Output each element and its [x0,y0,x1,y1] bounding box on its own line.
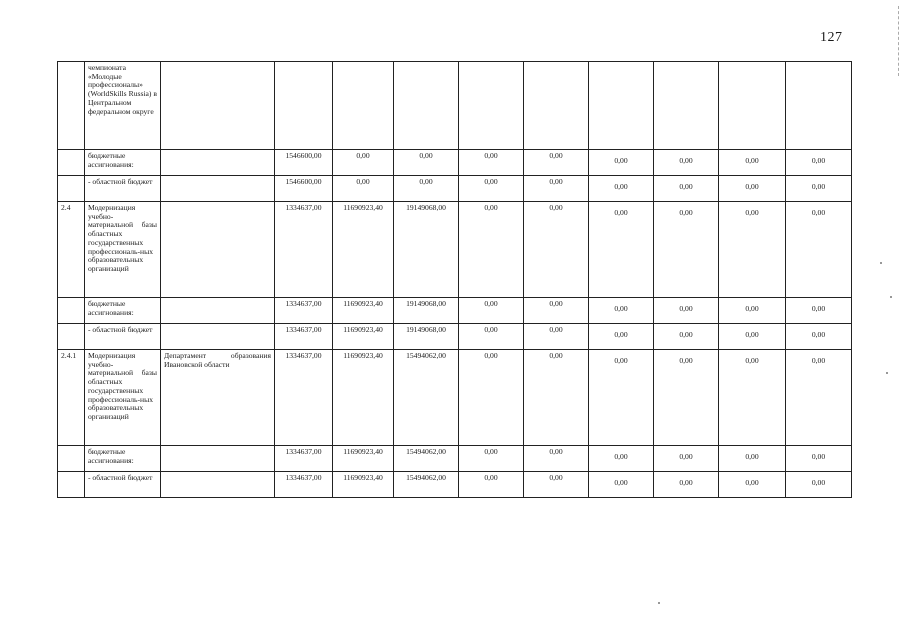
value-cell: 11690923,40 [333,446,394,472]
value-cell: 0,00 [786,202,852,298]
row-executor [161,202,275,298]
value-cell [275,62,333,150]
row-executor [161,472,275,498]
value-cell: 0,00 [589,350,654,446]
value-cell: 0,00 [459,350,524,446]
value-cell: 0,00 [786,176,852,202]
value-cell: 0,00 [654,350,719,446]
table-row [58,176,852,202]
value-cell: 0,00 [654,324,719,350]
row-executor [161,298,275,324]
value-cell: 11690923,40 [333,202,394,298]
row-name: - областной бюджет [85,324,161,350]
value-cell: 0,00 [524,176,589,202]
row-name: чемпионата «Молодые профессионалы» (WorldSkills Russia) в Центральном федеральном округе [85,62,161,150]
value-cell [524,62,589,150]
row-name: бюджетные ассигнования: [85,298,161,324]
value-cell: 0,00 [459,202,524,298]
value-cell: 0,00 [524,446,589,472]
budget-table [57,61,852,498]
value-cell: 0,00 [786,350,852,446]
value-cell [333,62,394,150]
value-cell: 0,00 [719,150,786,176]
value-cell: 1334637,00 [275,324,333,350]
value-cell [459,62,524,150]
table-row [58,298,852,324]
value-cell: 0,00 [524,202,589,298]
value-cell: 0,00 [786,324,852,350]
value-cell: 0,00 [654,176,719,202]
value-cell: 11690923,40 [333,298,394,324]
value-cell: 0,00 [459,298,524,324]
value-cell: 1334637,00 [275,446,333,472]
row-code [58,472,85,498]
row-executor: Департамент образования Ивановской области [161,350,275,446]
row-executor [161,62,275,150]
value-cell: 1334637,00 [275,350,333,446]
row-name: бюджетные ассигнования: [85,150,161,176]
value-cell: 11690923,40 [333,472,394,498]
row-code [58,324,85,350]
value-cell: 0,00 [524,298,589,324]
value-cell: 11690923,40 [333,324,394,350]
value-cell [654,62,719,150]
value-cell [786,62,852,150]
row-executor [161,324,275,350]
value-cell: 0,00 [524,324,589,350]
row-code [58,298,85,324]
value-cell: 0,00 [459,472,524,498]
row-code [58,176,85,202]
row-code: 2.4 [58,202,85,298]
value-cell: 1334637,00 [275,202,333,298]
value-cell: 0,00 [654,298,719,324]
table-row [58,472,852,498]
value-cell: 0,00 [786,298,852,324]
row-executor [161,176,275,202]
scan-mark [658,602,660,604]
row-name: Модернизация учебно-материальной базы областных государственных профессиональ-ных образовательных организаций [85,350,161,446]
value-cell: 0,00 [654,202,719,298]
value-cell [394,62,459,150]
value-cell: 0,00 [589,472,654,498]
table-row [58,150,852,176]
table-row [58,350,852,446]
value-cell: 0,00 [719,202,786,298]
value-cell: 1546600,00 [275,176,333,202]
row-name: - областной бюджет [85,472,161,498]
value-cell: 1334637,00 [275,298,333,324]
value-cell: 0,00 [459,324,524,350]
scan-mark [880,262,882,264]
row-executor [161,446,275,472]
value-cell: 0,00 [589,446,654,472]
value-cell: 0,00 [459,176,524,202]
scan-mark [890,296,892,298]
value-cell: 0,00 [719,298,786,324]
value-cell: 19149068,00 [394,202,459,298]
value-cell: 15494062,00 [394,350,459,446]
table-row [58,202,852,298]
row-name: бюджетные ассигнования: [85,446,161,472]
row-code [58,62,85,150]
value-cell: 19149068,00 [394,324,459,350]
value-cell: 0,00 [786,150,852,176]
value-cell: 1334637,00 [275,472,333,498]
value-cell: 0,00 [524,150,589,176]
table-row [58,446,852,472]
value-cell: 15494062,00 [394,446,459,472]
row-name: - областной бюджет [85,176,161,202]
row-name: Модернизация учебно-материальной базы областных государственных профессиональ-ных образовательных организаций [85,202,161,298]
value-cell: 0,00 [719,446,786,472]
value-cell: 0,00 [719,472,786,498]
value-cell: 0,00 [524,350,589,446]
value-cell: 19149068,00 [394,298,459,324]
scan-mark [886,372,888,374]
value-cell: 0,00 [589,176,654,202]
value-cell: 11690923,40 [333,350,394,446]
value-cell: 0,00 [589,202,654,298]
value-cell: 0,00 [786,472,852,498]
row-code: 2.4.1 [58,350,85,446]
value-cell: 0,00 [394,176,459,202]
row-code [58,446,85,472]
value-cell: 0,00 [333,176,394,202]
value-cell: 0,00 [459,150,524,176]
value-cell: 0,00 [654,150,719,176]
value-cell: 0,00 [589,324,654,350]
value-cell: 1546600,00 [275,150,333,176]
value-cell: 0,00 [524,472,589,498]
value-cell: 0,00 [719,324,786,350]
table-row [58,324,852,350]
value-cell: 15494062,00 [394,472,459,498]
value-cell: 0,00 [654,446,719,472]
value-cell: 0,00 [654,472,719,498]
margin-rule [898,6,900,76]
value-cell [719,62,786,150]
value-cell [589,62,654,150]
value-cell: 0,00 [589,298,654,324]
value-cell: 0,00 [459,446,524,472]
page-number: 127 [820,30,843,45]
value-cell: 0,00 [786,446,852,472]
value-cell: 0,00 [333,150,394,176]
value-cell: 0,00 [719,176,786,202]
value-cell: 0,00 [394,150,459,176]
table-row [58,62,852,150]
value-cell: 0,00 [589,150,654,176]
row-code [58,150,85,176]
value-cell: 0,00 [719,350,786,446]
row-executor [161,150,275,176]
